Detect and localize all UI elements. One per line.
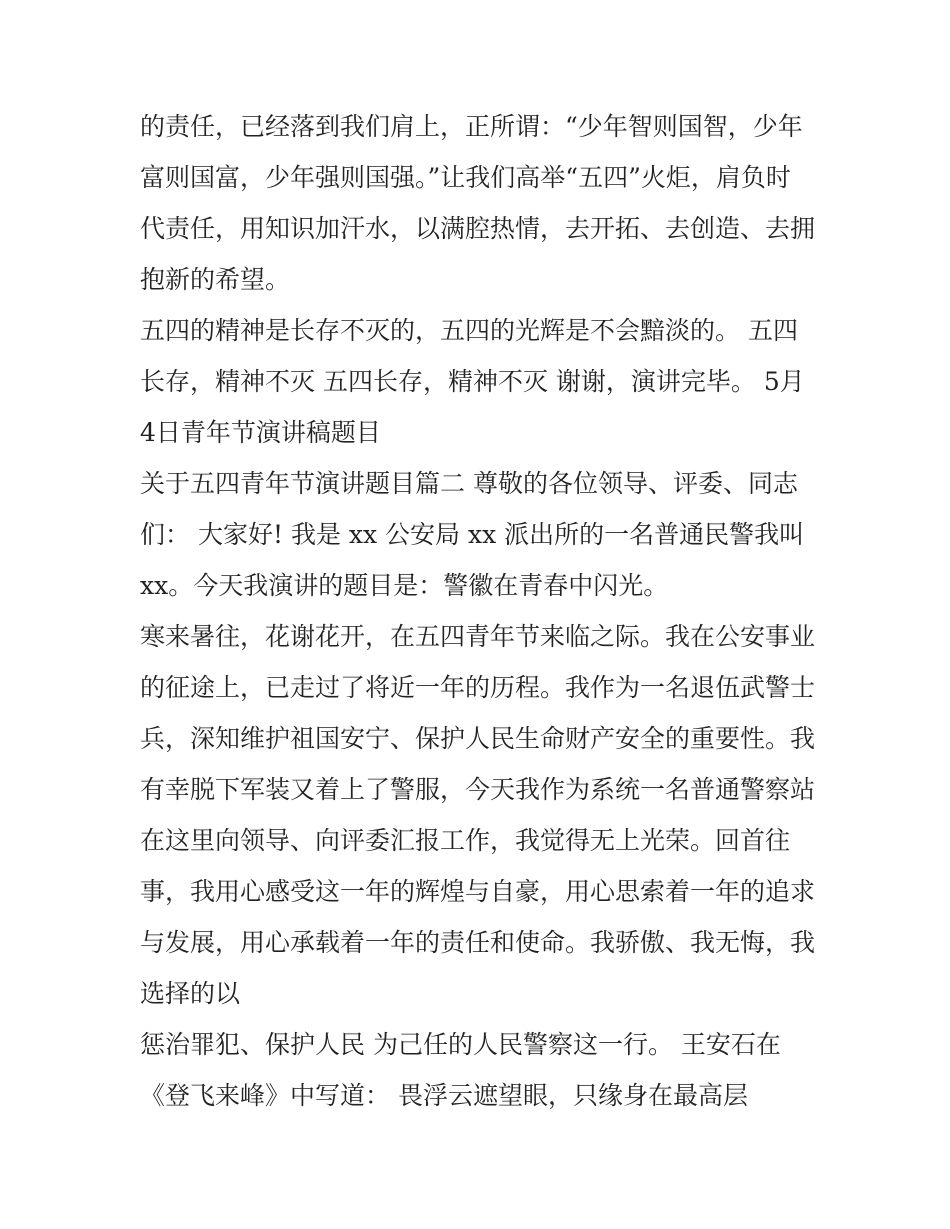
text-line-16: 事，我用心感受这一年的辉煌与自豪，用心思索着一年的追求	[140, 877, 816, 906]
text-line-3: 代责任，用知识加汗水，以满腔热情，去开拓、去创造、去拥	[140, 214, 816, 243]
text-line-19: 惩治罪犯、保护人民 为己任的人民警察这一行。 王安石在	[140, 1030, 781, 1059]
text-line-20: 《登飞来峰》中写道： 畏浮云遮望眼，只缘身在最高层	[140, 1081, 748, 1110]
text-line-18: 选择的以	[140, 979, 241, 1008]
text-line-6: 长存，精神不灭 五四长存，精神不灭 谢谢，演讲完毕。 5月	[140, 367, 805, 396]
text-line-5: 五四的精神是长存不灭的，五四的光辉是不会黯淡的。 五四	[140, 316, 798, 345]
text-line-7: 4日青年节演讲稿题目	[140, 418, 381, 447]
text-line-13: 兵，深知维护祖国安宁、保护人民生命财产安全的重要性。我	[140, 724, 816, 753]
text-line-12: 的征途上，已走过了将近一年的历程。我作为一名退伍武警士	[140, 673, 816, 702]
document-body	[140, 108, 820, 1128]
text-line-11: 寒来暑往，花谢花开，在五四青年节来临之际。我在公安事业	[140, 622, 816, 651]
text-line-15: 在这里向领导、向评委汇报工作，我觉得无上光荣。回首往	[140, 826, 791, 855]
text-line-10: xx。今天我演讲的题目是：警徽在青春中闪光。	[140, 571, 669, 600]
text-line-1: 的责任，已经落到我们肩上，正所谓：“少年智则国智，少年	[140, 112, 803, 141]
text-line-2: 富则国富，少年强则国强。”让我们高举“五四”火炬，肩负时	[140, 163, 791, 192]
text-line-9: 们： 大家好! 我是 xx 公安局 xx 派出所的一名普通民警我叫	[140, 520, 805, 549]
text-line-17: 与发展，用心承载着一年的责任和使命。我骄傲、我无悔，我	[140, 928, 816, 957]
text-line-14: 有幸脱下军装又着上了警服，今天我作为系统一名普通警察站	[140, 775, 816, 804]
text-line-4: 抱新的希望。	[140, 265, 291, 294]
text-line-8: 关于五四青年节演讲题目篇二 尊敬的各位领导、评委、同志	[140, 469, 798, 498]
